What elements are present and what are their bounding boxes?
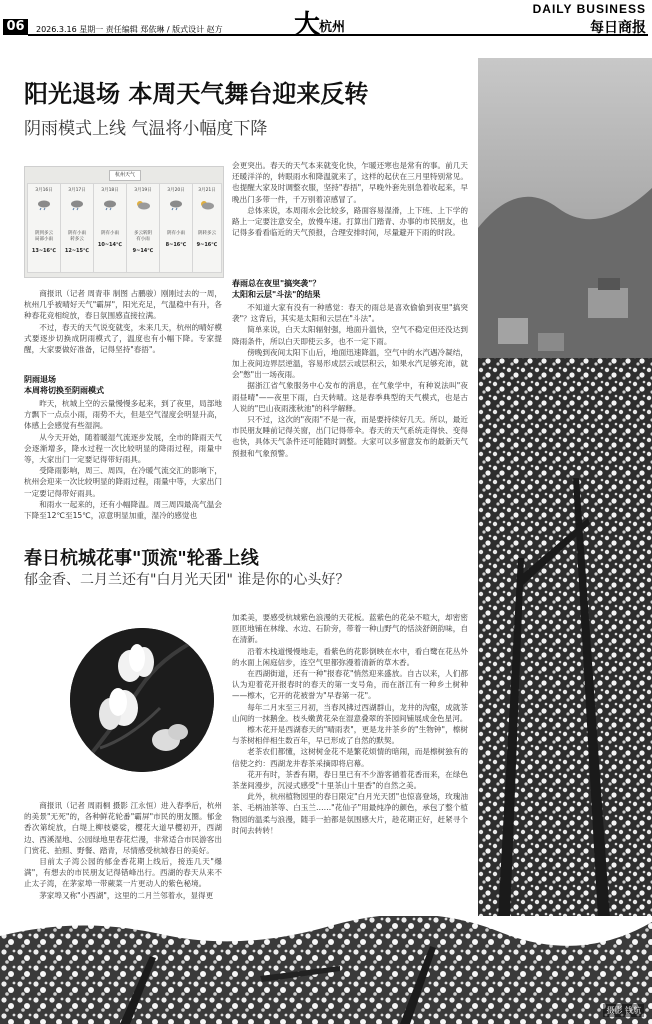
- forecast-date: 3月18日: [101, 188, 119, 193]
- paragraph: 昨天，杭城上空的云量慢慢多起来，到了夜里，局部地方飘下一点点小雨，雨势不大，但是空气湿度会明显升高，体感上会感觉有些湿润。: [24, 399, 222, 431]
- article2-headline: 春日杭城花事"顶流"轮番上线: [24, 548, 259, 569]
- paragraph: 此外，杭州植物园里的春日限定"白月光天团"也惊喜登场，玫瑰油茶、毛柄油茶等、白玉兰……"花仙子"用最纯净的颜色，承包了整个植物园的温柔与浪漫，随手一拍都是氛围感大片，趁花期正好，赶紧寻个时间去转转！: [232, 792, 468, 835]
- paragraph: 从今天开始，随着暖湿气流逐步发展，全市的降雨天气会逐渐增多，降水过程一次比较明显的降雨过程，雨量中等，大家出门一定要记得带好雨具。: [24, 432, 222, 465]
- paragraph: 据浙江省气象服务中心发布的消息，在气象学中，有种说法叫"夜雨昼晴"——夜里下雨，白天转晴。这是春季典型的天气模式，也是古人说的"巴山夜雨涨秋池"的科学解释。: [232, 381, 468, 413]
- paragraph: 和雨水一起来的，还有小幅降温。周三周四最高气温会下降至12℃至15℃，凉意明显加重，湿冷的感觉也: [24, 499, 222, 521]
- forecast-date: 3月16日: [35, 188, 53, 193]
- paragraph: 总体来说，本周雨水会比较多，路面容易湿滑，上下班、上下学的路上一定要注意安全，放慢车速。打算出门踏青、办事的市民朋友，也记得多看看临近的天气预报，合理安排时间，尽量避开下雨的时段。: [232, 205, 468, 238]
- paragraph: 商报讯（记者 周雨桐 摄影 江永恒）进入春季后，杭州的美景"无死"的，各种鲜花轮番"霸屏"市民的朋友圈。郁金香次第绽放，白堤上柳枝婆娑，樱花大道早樱初开，西湖边、西溪湿地、公园绿地里春花烂漫，非常适合市民游客出门赏花、拍照、野餐、踏青，尽情感受杭城春日的美好。: [24, 801, 222, 855]
- cloud-rain-icon: [168, 199, 184, 211]
- magnolia-photo: [70, 628, 214, 772]
- weather-forecast-card: [24, 166, 224, 278]
- cloud-rain-icon: [36, 199, 52, 211]
- issue-meta: 2026.3.16 星期一 责任编辑 郑依琳 / 版式设计 赵方: [36, 25, 223, 34]
- article1-right-column: [232, 160, 468, 238]
- cloud-rain-icon: [69, 199, 85, 211]
- forecast-day: [192, 183, 222, 273]
- article2-subheadline: 郁金香、二月兰还有"白月光天团" 谁是你的心头好？: [24, 572, 350, 588]
- article1-subheadline: 阴雨模式上线 气温将小幅度下降: [24, 119, 268, 139]
- article2-right-column: [232, 612, 468, 836]
- paragraph: 只不过，这次的"夜雨"不是一夜，而是要持续好几天。所以，最近市民朋友睡前记得关窗，出门记得带伞。春天的天气系统走得快、变得也快，具体天气条件还可能随时调整。大家可以多留意发布的最新天气预报和气象预警。: [232, 415, 468, 458]
- paragraph: 茅家埠又称"小西湖"，这里的二月兰邻着水，显得更: [39, 890, 214, 900]
- forecast-date: 3月17日: [68, 188, 86, 193]
- forecast-condition: 阴有小雨 转多云: [68, 231, 86, 242]
- forecast-date: 3月20日: [167, 188, 185, 193]
- paragraph: 花开有时，茶香有期，春日里已有不少游客循着花香而来，在绿色茶垄间漫步，沉浸式感受"十里茶山十里香"的自然之美。: [232, 769, 468, 791]
- subsection-subtitle: 本周将切换至阴雨模式: [24, 386, 104, 396]
- forecast-date: 3月21日: [198, 188, 216, 193]
- article2-left-column: [24, 800, 222, 901]
- subsection-title: 阴雨退场: [24, 375, 56, 384]
- forecast-condition: 多云转阴 有小雨: [134, 231, 152, 242]
- paragraph: 在西湖街道，还有一种"报春花"悄然迎来盛放。自古以来，人们都认为迎着花开报春时的春天的第一支号角，而在浙江有一种乡土树种——檫木，它开的花被誉为"早春第一花"。: [232, 669, 468, 701]
- forecast-condition: 阴转多云: [198, 231, 216, 236]
- forecast-day: [93, 183, 127, 273]
- article1-subsection2-heading: [232, 278, 468, 301]
- section-logo-city: 杭州: [319, 20, 346, 35]
- cloud-sun-icon: [135, 199, 151, 211]
- forecast-date: 3月19日: [134, 188, 152, 193]
- weather-card-title: 杭州天气: [109, 170, 141, 181]
- cloud-sun-icon: [199, 199, 215, 211]
- cloud-rain-icon: [102, 199, 118, 211]
- blossom-photo-bottom: [0, 916, 652, 1024]
- article1-right-column-cont: [232, 302, 468, 459]
- forecast-condition: 阴有小雨: [101, 231, 119, 236]
- forecast-temp: 13~16℃: [31, 248, 57, 254]
- subsection-subtitle: 太阳和云层"斗法"的结果: [232, 290, 321, 300]
- forecast-day: [126, 183, 160, 273]
- paragraph: 目前太子湾公园的郁金香花期上线后，接连几天"爆满"，有想去的市民朋友记得错峰出行。西湖的春天从来不止太子湾，在茅家埠一带蕨菜一片更动人的紫色秘境。: [24, 857, 222, 889]
- article1-left-column-cont: [24, 398, 222, 521]
- forecast-condition: 阴有小雨: [167, 231, 185, 236]
- forecast-temp: 10~14℃: [97, 242, 123, 248]
- forecast-condition: 阴到多云 局部小雨: [35, 231, 53, 242]
- paragraph: 简单来说，白天太阳辐射强，地面升温快，空气不稳定但还没达到降雨条件，所以白天即使云多，也不一定下雨。: [232, 325, 468, 346]
- brand-english: DAILY BUSINESS: [532, 2, 646, 16]
- article1-headline: 阳光退场 本周天气舞台迎来反转: [24, 80, 369, 108]
- forecast-day: [159, 183, 193, 273]
- forecast-day: [27, 183, 61, 273]
- photo-credit: 摄影 钱航: [603, 1004, 644, 1017]
- article1-left-column: [24, 288, 222, 355]
- forecast-day: [60, 183, 94, 273]
- paragraph: 沿着木栈道慢慢地走，看紫色的花影倒映在水中，看白鹭在花丛外的水面上闲庭信步，连空气里都弥漫着清新的草木香。: [232, 646, 468, 667]
- paragraph: 老茶农们都懂，这树树金花不是繁花烦情的暗闹，而是檫树独有的信使之约：西湖龙井春茶采摘即将启幕。: [232, 747, 468, 768]
- paragraph: 不过，春天的天气说变就变，未来几天，杭州的晴好模式要逐步切换成阴雨模式了，温度也有小幅下降。专家提醒，大家要做好准备，记得坚持"春捂"。: [24, 322, 222, 355]
- forecast-temp: 8~16℃: [165, 242, 187, 248]
- paragraph: 商报讯（记者 周青菲 制图 占鹏骏）刚刚过去的一周，杭州几乎被晴好天气"霸屏"，阳光充足，气温稳中有升，各种春花竞相绽放，春日氛围感直接拉满。: [24, 289, 222, 321]
- paragraph: 加柔美，要感受杭城紫色浪漫的天花板。蓝紫色的花朵不喧大，却密密匝匝地铺在林缘、水边、石阶旁，带着一种山野气的恬淡舒朗韵味，自在清新。: [232, 613, 468, 645]
- paragraph: 檫木花开是西湖春天的"晴雨表"，更是龙井茶乡的"生物钟"，檫树与茶树相伴相生数百年，早已形成了自然的默契。: [232, 725, 468, 746]
- blossom-photo-column: [478, 58, 652, 918]
- forecast-temp: 9~16℃: [196, 242, 218, 248]
- paragraph: 受降雨影响，周三、周四，在冷暖气流交汇的影响下，杭州会迎来一次比较明显的降雨过程，雨量中等，大家出门一定要记得带好雨具。: [24, 466, 222, 498]
- paragraph: 傍晚到夜间太阳下山后，地面迅速降温，空气中的水汽遇冷凝结，加上夜间边界层逆温，容易形成层云或层积云，如果水汽足够充沛，就会"憋"出一场夜雨。: [232, 347, 468, 380]
- brand-chinese: 每日商报: [590, 20, 646, 36]
- forecast-temp: 12~15℃: [64, 248, 90, 254]
- paragraph: 不知道大家有没有一种感觉：春天的雨总是喜欢偷偷到夜里"搞突袭"？这背后，其实是太阳和云层在"斗法"。: [232, 303, 468, 324]
- article1-subsection1-heading: [24, 374, 222, 397]
- subsection-title: 春雨总在夜里"搞突袭"？: [232, 279, 321, 288]
- page-number: 06: [3, 19, 28, 35]
- paragraph: 会更突出。春天的天气本来就变化快，乍暖还寒也是常有的事。前几天还暖洋洋的，转眼雨水和降温就来了，这样的起伏在三月里特别常见。也提醒大家及时调整衣服，坚持"春捂"，早晚外套先别急着收起来，早晚出门多带一件，千万别着凉感冒了。: [232, 161, 468, 204]
- section-logo-big: 大: [294, 10, 321, 40]
- paragraph: 每年二月末至三月初，当春风拂过西湖群山，龙井的沟壑，成就茶山间的一抹鹅金。枝头嫩黄花朵在湿意叠翠的茶园间铺展成金色星河。: [232, 702, 468, 723]
- forecast-temp: 9~14℃: [132, 248, 154, 254]
